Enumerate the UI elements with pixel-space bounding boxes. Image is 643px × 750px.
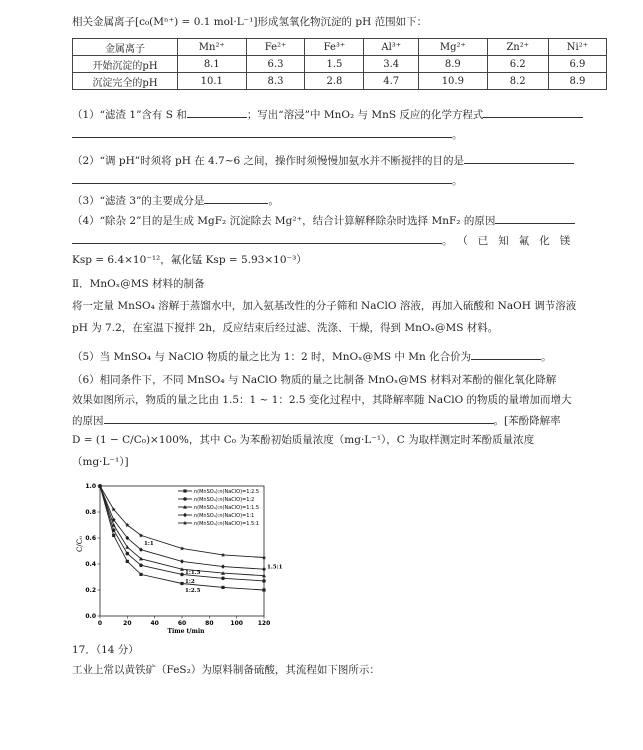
data-point bbox=[183, 513, 187, 517]
x-tick-label: 120 bbox=[257, 620, 271, 627]
table-cell: 金属离子 bbox=[73, 39, 178, 56]
table-cell: 3.4 bbox=[364, 56, 419, 73]
question-4-part-b: 。（已知氟化镁 bbox=[442, 235, 581, 247]
answer-blank bbox=[495, 212, 575, 224]
table-cell: Mg²⁺ bbox=[419, 39, 487, 56]
table-cell: 8.2 bbox=[487, 73, 548, 90]
degradation-chart bbox=[74, 476, 283, 636]
table-cell: 8.9 bbox=[419, 56, 487, 73]
data-point bbox=[221, 564, 225, 568]
series-label: 1.5:1 bbox=[267, 564, 283, 571]
table-cell: Al³⁺ bbox=[364, 39, 419, 56]
data-point bbox=[180, 582, 183, 585]
table-cell: 沉淀完全的pH bbox=[73, 73, 178, 90]
legend-entry: n(MnSO₄):n(NaClO)=1:1.5 bbox=[194, 505, 260, 511]
data-point bbox=[221, 577, 225, 581]
data-point bbox=[183, 497, 187, 501]
data-point bbox=[139, 564, 143, 568]
question-1-part-b: ；写出“溶浸”中 MnO₂ 与 MnS 反应的化学方程式 bbox=[246, 109, 484, 121]
series-label: 1:1.5 bbox=[185, 569, 201, 576]
table-cell: 8.1 bbox=[178, 56, 247, 73]
table-cell: 8.9 bbox=[548, 73, 606, 90]
question-6-note-start: 。[苯酚降解率 bbox=[493, 415, 561, 427]
data-point bbox=[180, 546, 184, 550]
y-tick-label: 0.0 bbox=[85, 613, 96, 620]
y-tick-label: 0.8 bbox=[85, 509, 96, 516]
x-tick-label: 0 bbox=[97, 620, 103, 627]
table-cell: 6.3 bbox=[246, 56, 305, 73]
question-2-text: （2）“调 pH”时须将 pH 在 4.7~6 之间，操作时须慢慢加氨水并不断搅拌的目的是 bbox=[72, 155, 465, 167]
y-tick-label: 1.0 bbox=[85, 483, 96, 490]
question-4 bbox=[72, 212, 607, 229]
data-point bbox=[183, 521, 187, 525]
series-label: 1:2 bbox=[185, 578, 195, 585]
y-tick-label: 0.4 bbox=[85, 561, 96, 568]
question-5: （5）当 MnSO₄ 与 NaClO 物质的量之比为 1：2 时，MnOₓ@MS 中 Mn 化合价为 。 bbox=[72, 348, 607, 365]
question-1 bbox=[72, 106, 607, 123]
table-cell: Mn²⁺ bbox=[178, 39, 247, 56]
data-point bbox=[183, 489, 186, 492]
data-point bbox=[139, 573, 142, 576]
table-cell: 1.5 bbox=[305, 56, 364, 73]
intro-text: 相关金属离子[c₀(Mⁿ⁺) = 0.1 mol·L⁻¹]形成氢氧化物沉淀的 pH 范围如下： bbox=[72, 16, 428, 28]
table-cell: 开始沉淀的pH bbox=[73, 56, 178, 73]
answer-blank bbox=[483, 106, 583, 118]
data-point bbox=[262, 588, 265, 591]
question-1-part-a: （1）“滤渣 1”含有 S 和 bbox=[72, 109, 187, 121]
data-point bbox=[112, 528, 116, 532]
table-cell: 8.3 bbox=[246, 73, 305, 90]
legend-entry: n(MnSO₄):n(NaClO)=1.5:1 bbox=[194, 521, 260, 527]
data-point bbox=[112, 534, 115, 537]
data-point bbox=[221, 553, 225, 557]
data-point bbox=[262, 579, 266, 583]
answer-blank bbox=[464, 152, 574, 164]
series-label: 1:2.5 bbox=[185, 588, 201, 594]
table-cell: Ni²⁺ bbox=[548, 39, 606, 56]
question-6-line-1: （6）相同条件下，不同 MnSO₄ 与 NaClO 物质的量之比制备 MnOₓ@MS 材料对苯酚的催化氧化降解 bbox=[72, 374, 557, 386]
chart-series bbox=[98, 484, 283, 594]
x-tick-label: 100 bbox=[230, 620, 243, 627]
answer-blank bbox=[187, 106, 247, 118]
question-4-constants: Ksp = 6.4×10⁻¹²，氟化锰 Ksp = 5.93×10⁻³） bbox=[72, 254, 307, 266]
section-heading: Ⅱ．MnOₓ@MS 材料的制备 bbox=[72, 278, 205, 290]
answer-blank bbox=[204, 192, 268, 204]
legend-entry: n(MnSO₄):n(NaClO)=1:1 bbox=[194, 513, 255, 519]
series-label: 1:1 bbox=[144, 541, 154, 548]
legend-entry: n(MnSO₄):n(NaClO)=1:2.5 bbox=[194, 489, 260, 495]
table-header-row bbox=[73, 39, 607, 56]
y-tick-label: 0.6 bbox=[85, 535, 96, 542]
data-point bbox=[221, 586, 224, 589]
procedure-text-2: pH 为 7.2，在室温下搅拌 2h，反应结束后经过滤、洗涤、干燥，得到 MnOₓ@MS 材料。 bbox=[72, 322, 499, 334]
data-point bbox=[126, 552, 130, 556]
question-4-part-a: （4）“除杂 2”目的是生成 MgF₂ 沉淀除去 Mg²⁺，结合计算解释除杂时选择 MnF₂ 的原因 bbox=[72, 215, 496, 227]
question-6-reason-label: 的原因 bbox=[72, 415, 104, 427]
x-tick-label: 80 bbox=[205, 620, 214, 627]
answer-blank bbox=[72, 232, 442, 244]
x-tick-label: 40 bbox=[150, 620, 159, 627]
y-axis-label: C/C₀ bbox=[76, 536, 84, 552]
data-point bbox=[180, 559, 184, 563]
question-3: （3）“滤渣 3”的主要成分是 。 bbox=[72, 192, 607, 209]
table-row bbox=[73, 73, 607, 90]
y-tick-label: 0.2 bbox=[85, 587, 96, 594]
answer-line: 。 bbox=[72, 172, 607, 189]
answer-line: 。 bbox=[72, 126, 607, 143]
question-17-text: 工业上常以黄铁矿（FeS₂）为原料制备硫酸，其流程如下图所示： bbox=[72, 664, 380, 676]
answer-blank bbox=[72, 172, 452, 184]
table-row bbox=[73, 56, 607, 73]
question-17-heading: 17．（14 分） bbox=[72, 644, 139, 656]
x-tick-label: 60 bbox=[177, 620, 187, 627]
data-point bbox=[180, 573, 184, 577]
answer-blank bbox=[104, 412, 494, 424]
question-2 bbox=[72, 152, 607, 169]
question-3-text: （3）“滤渣 3”的主要成分是 bbox=[72, 195, 205, 207]
table-cell: 4.7 bbox=[364, 73, 419, 90]
x-tick-label: 20 bbox=[123, 620, 132, 627]
question-6-unit: （mg·L⁻¹）] bbox=[72, 456, 129, 468]
ion-ph-table bbox=[72, 38, 607, 90]
table-cell: 10.9 bbox=[419, 73, 487, 90]
answer-blank bbox=[471, 348, 541, 360]
procedure-text-1: 将一定量 MnSO₄ 溶解于蒸馏水中，加入氨基改性的分子筛和 NaClO 溶液，再加入硫酸和 NaOH 调节溶液 bbox=[72, 300, 577, 312]
question-5-text: （5）当 MnSO₄ 与 NaClO 物质的量之比为 1：2 时，MnOₓ@MS 中 Mn 化合价为 bbox=[72, 351, 472, 363]
x-axis-label: Time t/min bbox=[167, 628, 205, 635]
table-cell: Fe²⁺ bbox=[246, 39, 305, 56]
question-4-continued bbox=[72, 232, 607, 249]
table-cell: Zn²⁺ bbox=[487, 39, 548, 56]
chart-legend bbox=[178, 489, 259, 527]
table-cell: 6.9 bbox=[548, 56, 606, 73]
table-cell: 10.1 bbox=[178, 73, 247, 90]
table-cell: 6.2 bbox=[487, 56, 548, 73]
table-cell: Fe³⁺ bbox=[305, 39, 364, 56]
legend-entry: n(MnSO₄):n(NaClO)=1:2 bbox=[194, 497, 255, 503]
question-6-formula: D = (1 − C/C₀)×100%，其中 C₀ 为苯酚初始质量浓度（mg·L⁻¹），C 为取样测定时苯酚质量浓度 bbox=[72, 434, 535, 446]
data-point bbox=[126, 560, 129, 563]
data-point bbox=[262, 567, 266, 571]
question-6-line-2: 效果如图所示，物质的量之比由 1.5：1 ~ 1：2.5 变化过程中，其降解率随 NaClO 的物质的量增加而增大 bbox=[72, 394, 572, 406]
table-cell: 2.8 bbox=[305, 73, 364, 90]
answer-blank bbox=[72, 126, 452, 138]
question-6-line-3 bbox=[72, 412, 607, 429]
